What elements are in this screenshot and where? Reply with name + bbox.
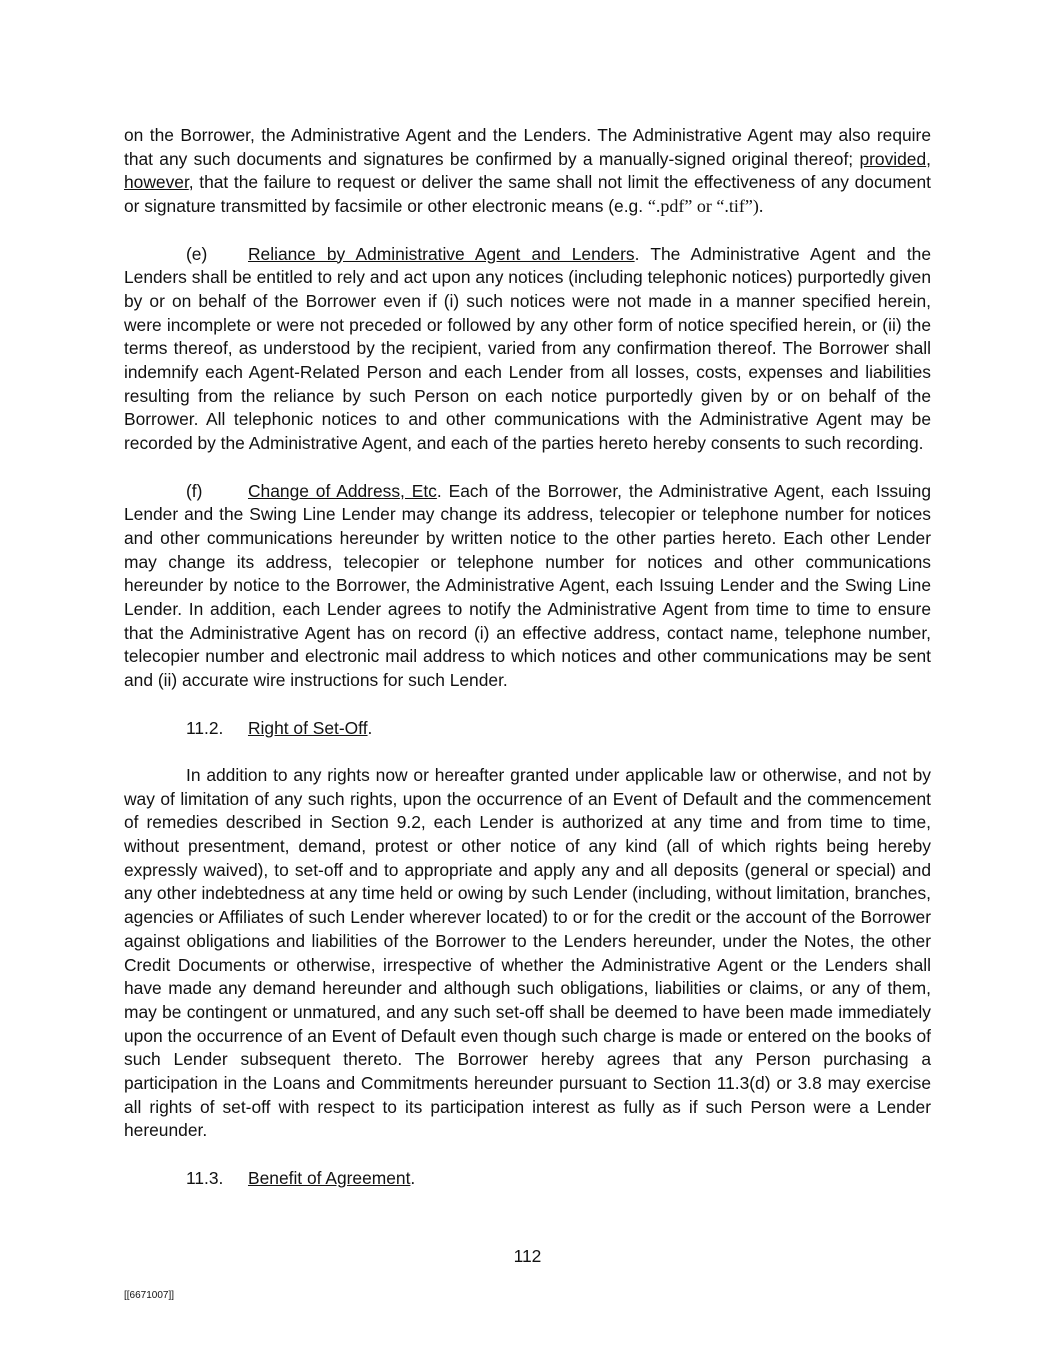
provided-term: provided (859, 148, 927, 169)
file-extensions: “.pdf” or “.tif”). (647, 196, 764, 217)
section-11-3-title: Benefit of Agreement (248, 1167, 411, 1188)
section-11-2-heading (124, 717, 931, 741)
paragraph-e-label: (e) (186, 243, 208, 264)
page-number: 112 (513, 1246, 542, 1266)
section-11-2-period: . (367, 717, 373, 738)
paragraph-e-text: . The Administrative Agent and the Lenders shall be entitled to rely and act upon any notices (including telephonic notices) purportedly given by or on behalf of the Borrower even if (i) such notices were not made in a manner specified herein, were incomplete or were not preceded or followed by any other form of notice specified herein, or (ii) the terms thereof, as understood by the recipient, varied from any confirmation thereof. The Borrower shall indemnify each Agent-Related Person and each Lender from all losses, costs, expenses and liabilities resulting from the reliance by such Person on each notice purportedly given by or on behalf of the Borrower. All telephonic notices to and other communications with the Administrative Agent may be recorded by the Administrative Agent, and each of the parties hereto hereby consents to such recording. (124, 243, 931, 454)
continuation-comma: , (926, 148, 931, 169)
section-11-3-heading (124, 1167, 931, 1191)
section-11-2-title: Right of Set-Off (248, 717, 368, 738)
paragraph-f (124, 480, 931, 693)
paragraph-f-text: . Each of the Borrower, the Administrative Agent, each Issuing Lender and the Swing Line Lender may change its address, telecopier or telephone number for notices and other communications hereunder by written notice to the other parties hereto. Each other Lender may change its address, telecopier or telephone number for notices and other communications hereunder by notice to the Borrower, the Administrative Agent, each Issuing Lender and the Swing Line Lender. In addition, each Lender agrees to notify the Administrative Agent from time to time to ensure that the Administrative Agent has on record (i) an effective address, contact name, telephone number, telecopier number and electronic mail address to which notices and other communications may be sent and (ii) accurate wire instructions for such Lender. (124, 480, 932, 691)
continuation-paragraph (124, 124, 931, 219)
document-id: [[6671007]] (124, 1290, 175, 1301)
paragraph-e-heading: Reliance by Administrative Agent and Lenders (248, 243, 635, 264)
paragraph-f-heading: Change of Address, Etc (248, 480, 437, 501)
section-11-2-number: 11.2. (186, 717, 224, 738)
continuation-text-2: , that the failure to request or deliver the same shall not limit the effectiveness of any document or signature transmitted by facsimile or other electronic means (e.g. (124, 172, 931, 217)
section-11-2-body: In addition to any rights now or hereafter granted under applicable law or otherwise, and not by way of limitation of any such rights, upon the occurrence of an Event of Default and the commencement of remedies described in Section 9.2, each Lender is authorized at any time and from time to time, without presentment, demand, protest or other notice of any kind (all of which rights being hereby expressly waived), to set-off and to appropriate and apply any and all deposits (general or special) and any other indebtedness at any time held or owing by such Lender (including, without limitation, branches, agencies or Affiliates of such Lender wherever located) to or for the credit or the account of the Borrower against obligations and liabilities of the Borrower to the Lenders hereunder, under the Notes, the other Credit Documents or otherwise, irrespective of whether the Administrative Agent or the Lenders shall have made any demand hereunder and although such obligations, liabilities or claims, or any of them, may be contingent or unmatured, and any such set-off shall be deemed to have been made immediately upon the occurrence of an Event of Default even though such charge is made or entered on the books of such Lender subsequent thereto. The Borrower hereby agrees that any Person purchasing a participation in the Loans and Commitments hereunder pursuant to Section 11.3(d) or 3.8 may exercise all rights of set-off with respect to its participation interest as fully as if such Person were a Lender hereunder. (124, 764, 931, 1141)
section-11-3-period: . (410, 1167, 416, 1188)
body-text (124, 124, 931, 1214)
section-11-3-number: 11.3. (186, 1167, 224, 1188)
however-term: however (124, 172, 189, 193)
paragraph-e (124, 243, 931, 456)
continuation-text: on the Borrower, the Administrative Agent and the Lenders. The Administrative Agent may also require that any such documents and signatures be confirmed by a manually-signed original thereof; (124, 125, 931, 169)
paragraph-f-label: (f) (186, 480, 203, 501)
